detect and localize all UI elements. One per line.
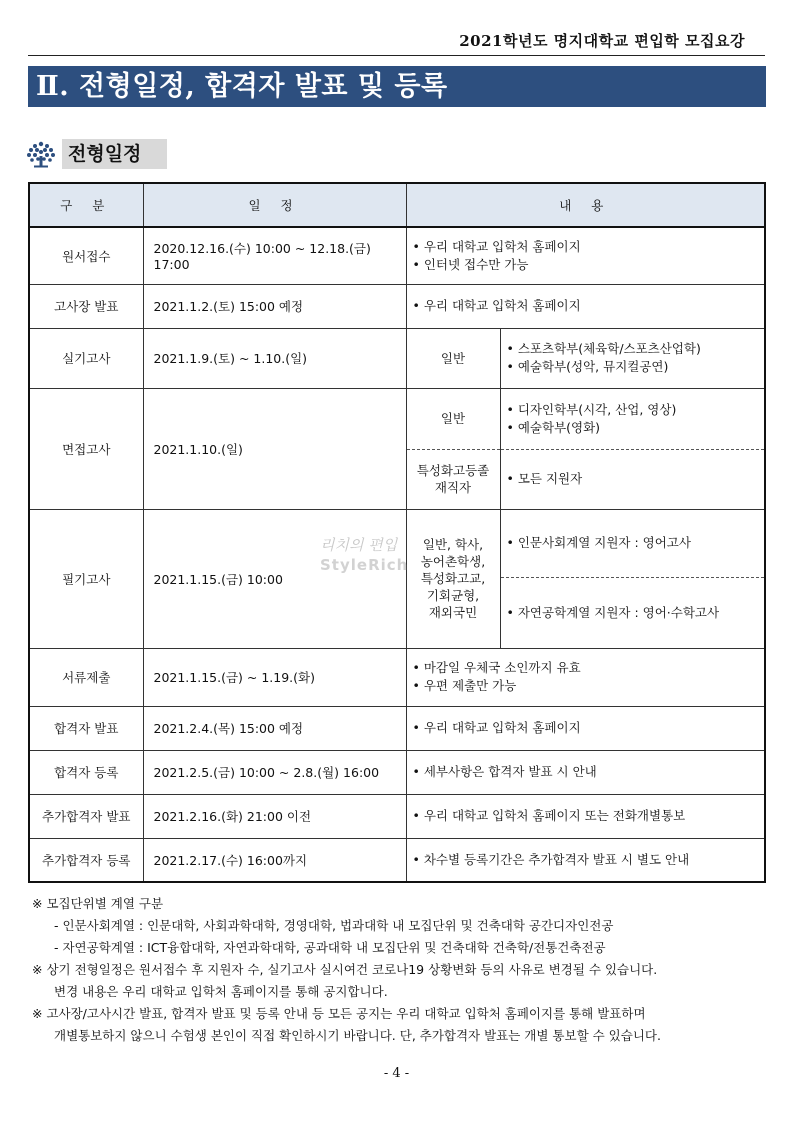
row-date: 2021.1.10.(일) <box>143 388 406 509</box>
row-category: 실기고사 <box>29 328 143 388</box>
row-content: • 모든 지원자 <box>500 449 765 509</box>
table-row <box>29 388 765 449</box>
row-category: 추가합격자 등록 <box>29 838 143 882</box>
row-date: 2020.12.16.(수) 10:00 ~ 12.18.(금) 17:00 <box>143 227 406 284</box>
row-subcategory: 일반 <box>406 388 500 449</box>
table-row <box>29 227 765 284</box>
page-number: - 4 - <box>383 1066 410 1081</box>
content-line: • 인터넷 접수만 가능 <box>412 256 529 272</box>
section-title: Ⅱ. 전형일정, 합격자 발표 및 등록 <box>28 66 766 107</box>
schedule-table <box>28 182 766 883</box>
content-line: • 디자인학부(시각, 산업, 영상) <box>506 401 677 417</box>
row-date: 2021.2.4.(목) 15:00 예정 <box>143 706 406 750</box>
row-date: 2021.1.15.(금) ~ 1.19.(화) <box>143 648 406 706</box>
row-date: 2021.1.9.(토) ~ 1.10.(일) <box>143 328 406 388</box>
content-line: • 우편 제출만 가능 <box>412 678 517 693</box>
row-subcategory: 일반 <box>406 328 500 388</box>
table-row <box>29 284 765 328</box>
row-date: 2021.1.2.(토) 15:00 예정 <box>143 284 406 328</box>
table-row <box>29 509 765 577</box>
subcategory-line: 재직자 <box>434 480 472 495</box>
subcategory-line: 특성화고교, <box>420 571 486 586</box>
row-subcategory <box>406 449 500 509</box>
row-category: 원서접수 <box>29 227 143 284</box>
subcategory-line: 기회균형, <box>426 588 480 603</box>
row-content: • 우리 대학교 입학처 홈페이지 또는 전화개별통보 <box>406 794 765 838</box>
note-line: ※ 상기 전형일정은 원서접수 후 지원자 수, 실기고사 실시여건 코로나19 상황변화 등의 사유로 변경될 수 있습니다. <box>32 962 658 977</box>
row-date: 2021.2.16.(화) 21:00 이전 <box>143 794 406 838</box>
row-category: 합격자 발표 <box>29 706 143 750</box>
subcategory-line: 재외국민 <box>428 605 478 620</box>
note-line: - 자연공학계열 : ICT융합대학, 자연과학대학, 공과대학 내 모집단위 및 건축대학 건축학/전통건축전공 <box>54 940 606 955</box>
row-category: 서류제출 <box>29 648 143 706</box>
content-line: • 우리 대학교 입학처 홈페이지 <box>412 238 581 254</box>
table-row <box>29 838 765 882</box>
note-line: 개별통보하지 않으니 수험생 본인이 직접 확인하시기 바랍니다. 단, 추가합격자 발표는 개별 통보할 수 있습니다. <box>54 1028 661 1043</box>
content-line: • 예술학부(성악, 뮤지컬공연) <box>506 359 669 374</box>
subcategory-line: 농어촌학생, <box>420 554 486 569</box>
document-header-title: 2021학년도 명지대학교 편입학 모집요강 <box>459 32 745 50</box>
row-date: 2021.2.5.(금) 10:00 ~ 2.8.(월) 16:00 <box>143 750 406 794</box>
row-content <box>406 648 765 706</box>
row-content <box>500 328 765 388</box>
row-content: • 우리 대학교 입학처 홈페이지 <box>406 284 765 328</box>
row-content <box>406 227 765 284</box>
tree-icon <box>24 140 58 168</box>
row-category: 필기고사 <box>29 509 143 648</box>
row-content: • 세부사항은 합격자 발표 시 안내 <box>406 750 765 794</box>
subcategory-line: 특성화고등졸 <box>416 463 490 478</box>
header-category: 구 분 <box>29 183 143 227</box>
row-content: • 차수별 등록기간은 추가합격자 발표 시 별도 안내 <box>406 838 765 882</box>
table-row <box>29 706 765 750</box>
row-category: 합격자 등록 <box>29 750 143 794</box>
header-rule <box>28 55 765 56</box>
content-line: • 마감일 우체국 소인까지 유효 <box>412 660 581 675</box>
table-row <box>29 648 765 706</box>
watermark-brand: StyleRich <box>320 556 409 574</box>
table-row <box>29 750 765 794</box>
row-content: • 자연공학계열 지원자 : 영어·수학고사 <box>500 577 765 648</box>
content-line: • 스포츠학부(체육학/스포츠산업학) <box>506 341 701 356</box>
subheading-label: 전형일정 <box>62 139 167 169</box>
table-header-row <box>29 183 765 227</box>
header-content: 내 용 <box>406 183 765 227</box>
row-date: 2021.1.15.(금) 10:00 <box>143 509 406 648</box>
row-subcategory <box>406 509 500 648</box>
row-content <box>500 388 765 449</box>
subcategory-line: 일반, 학사, <box>422 537 484 552</box>
header-schedule: 일 정 <box>143 183 406 227</box>
row-category: 면접고사 <box>29 388 143 509</box>
note-line: 변경 내용은 우리 대학교 입학처 홈페이지를 통해 공지합니다. <box>54 984 388 999</box>
row-category: 추가합격자 발표 <box>29 794 143 838</box>
row-content: • 인문사회계열 지원자 : 영어고사 <box>500 509 765 577</box>
table-row <box>29 328 765 388</box>
row-date: 2021.2.17.(수) 16:00까지 <box>143 838 406 882</box>
subheading <box>24 139 167 169</box>
row-content: • 우리 대학교 입학처 홈페이지 <box>406 706 765 750</box>
table-row <box>29 794 765 838</box>
note-line: ※ 고사장/고사시간 발표, 합격자 발표 및 등록 안내 등 모든 공지는 우리 대학교 입학처 홈페이지를 통해 발표하며 <box>32 1006 646 1021</box>
content-line: • 예술학부(영화) <box>506 419 601 435</box>
watermark-text: 리치의 편입 <box>320 536 398 554</box>
row-category: 고사장 발표 <box>29 284 143 328</box>
notes <box>32 893 772 1047</box>
note-line: - 인문사회계열 : 인문대학, 사회과학대학, 경영대학, 법과대학 내 모집단위 및 건축대학 공간디자인전공 <box>54 918 614 933</box>
note-line: ※ 모집단위별 계열 구분 <box>32 896 164 911</box>
